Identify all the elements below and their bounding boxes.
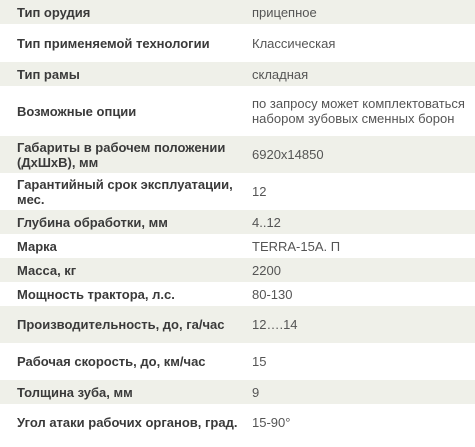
spec-label: Мощность трактора, л.с. (0, 282, 245, 306)
spec-row-frame-type (0, 62, 475, 86)
spec-row-options (0, 86, 475, 136)
spec-label: Марка (0, 234, 245, 258)
spec-value: Классическая (245, 24, 475, 62)
spec-label: Тип рамы (0, 62, 245, 86)
spec-label: Толщина зуба, мм (0, 380, 245, 404)
spec-label: Возможные опции (0, 86, 245, 136)
spec-row-mass (0, 258, 475, 282)
spec-value: 4..12 (245, 210, 475, 234)
spec-value: 12 (245, 173, 475, 210)
spec-value: по запросу может комплектоваться набором зубовых сменных борон (245, 86, 475, 136)
spec-row-attack-angle (0, 404, 475, 441)
spec-label: Габариты в рабочем положении (ДхШхВ), мм (0, 136, 245, 173)
spec-row-model (0, 234, 475, 258)
spec-label: Гарантийный срок эксплуатации, мес. (0, 173, 245, 210)
spec-label: Тип орудия (0, 0, 245, 24)
spec-label: Рабочая скорость, до, км/час (0, 343, 245, 380)
spec-value: TERRA-15A. П (245, 234, 475, 258)
spec-value: прицепное (245, 0, 475, 24)
spec-value: складная (245, 62, 475, 86)
spec-row-tooth-thickness (0, 380, 475, 404)
spec-value: 12….14 (245, 306, 475, 343)
spec-label: Производительность, до, га/час (0, 306, 245, 343)
spec-label: Угол атаки рабочих органов, град. (0, 404, 245, 441)
spec-row-tractor-power (0, 282, 475, 306)
spec-value: 80-130 (245, 282, 475, 306)
spec-label: Глубина обработки, мм (0, 210, 245, 234)
spec-label: Тип применяемой технологии (0, 24, 245, 62)
spec-row-technology-type (0, 24, 475, 62)
spec-value: 15-90° (245, 404, 475, 441)
spec-value: 15 (245, 343, 475, 380)
spec-row-warranty (0, 173, 475, 210)
spec-row-speed (0, 343, 475, 380)
spec-row-dimensions (0, 136, 475, 173)
spec-value: 6920х14850 (245, 136, 475, 173)
spec-label: Масса, кг (0, 258, 245, 282)
spec-row-tool-type (0, 0, 475, 24)
spec-row-productivity (0, 306, 475, 343)
spec-value: 9 (245, 380, 475, 404)
spec-row-depth (0, 210, 475, 234)
spec-value: 2200 (245, 258, 475, 282)
